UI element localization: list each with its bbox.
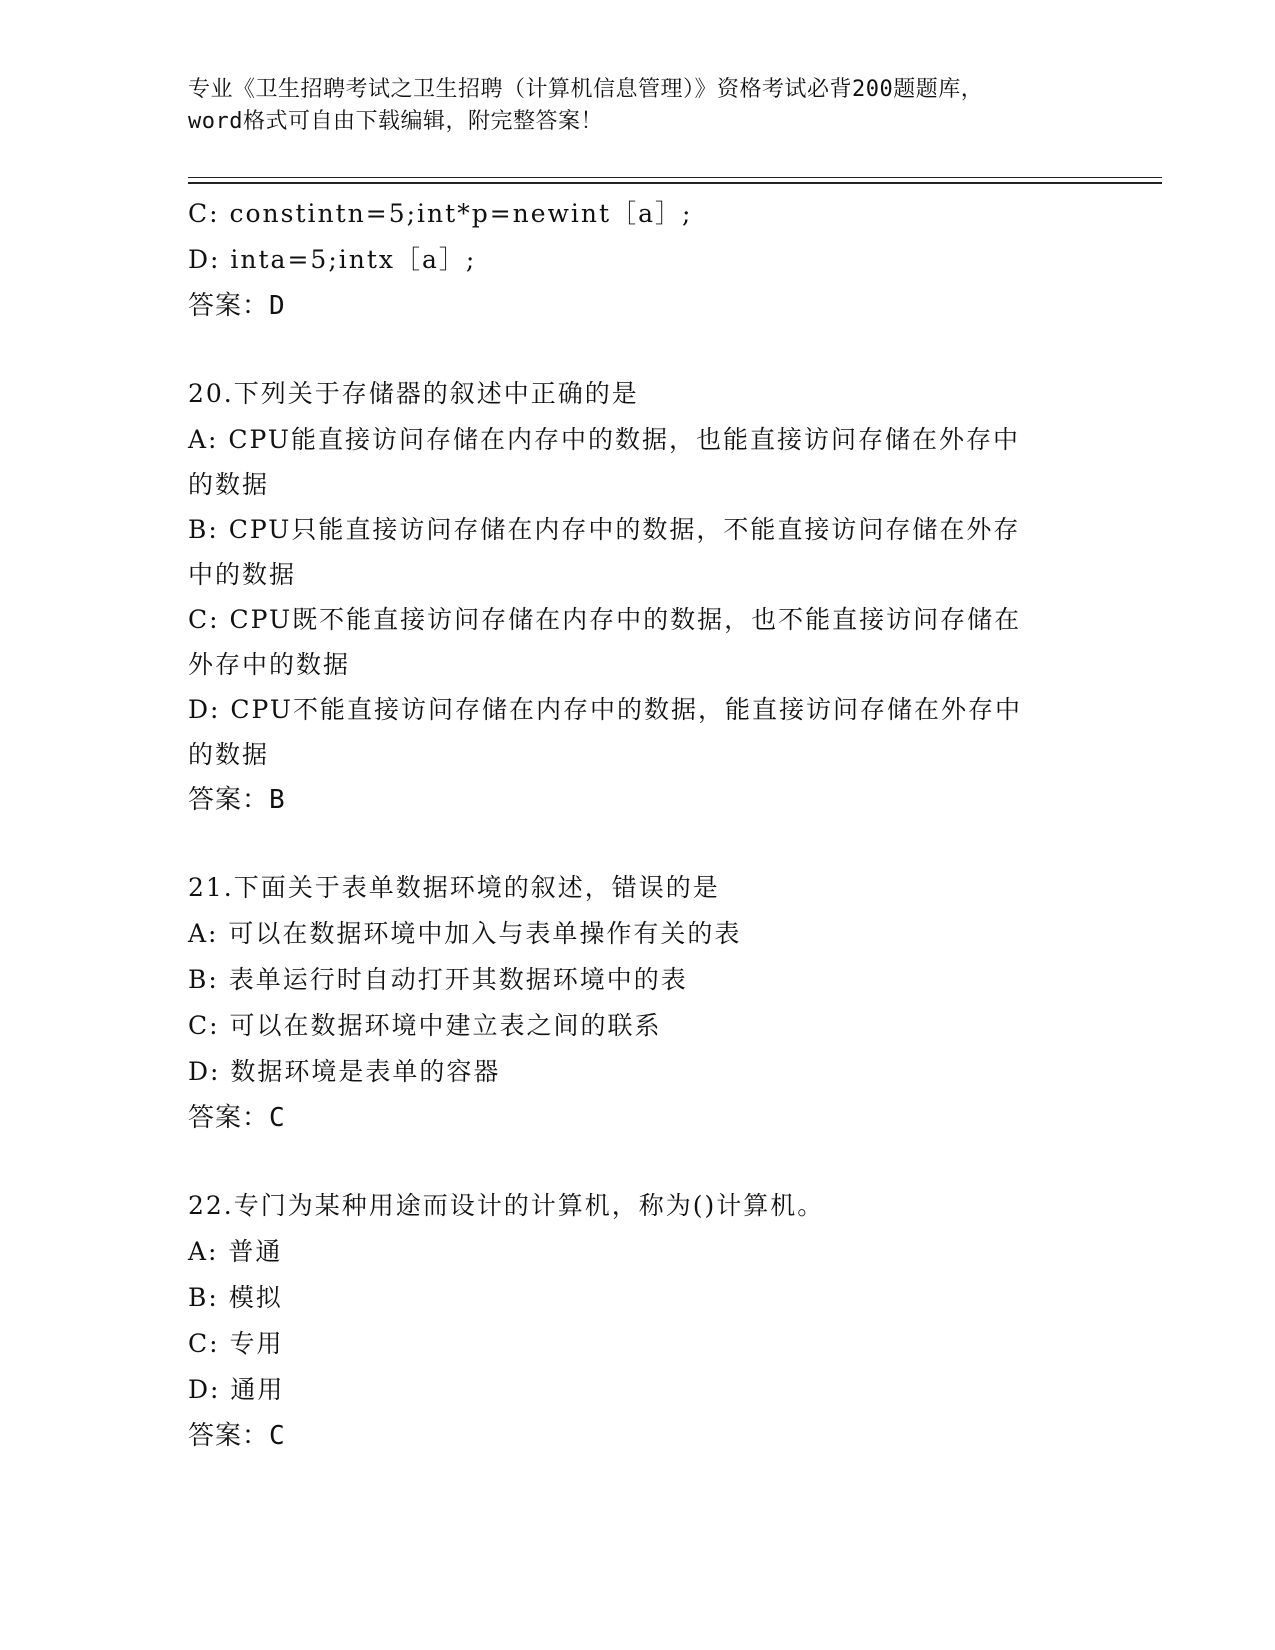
answer-line: 答案：C <box>188 1421 286 1451</box>
answer-line: 答案：D <box>188 291 286 321</box>
option-b: B: CPU只能直接访问存储在内存中的数据，不能直接访问存储在外存 <box>188 515 1021 544</box>
question-block-20 <box>188 371 1088 823</box>
option-c: C: 专用 <box>188 1329 284 1358</box>
option-c: C: constintn=5;int*p=newint［a］; <box>188 199 693 228</box>
answer-line: 答案：B <box>188 785 286 815</box>
option-d: D: 通用 <box>188 1375 285 1404</box>
option-a-continued: 的数据 <box>188 470 270 499</box>
option-a: A: CPU能直接访问存储在内存中的数据，也能直接访问存储在外存中 <box>188 425 1021 454</box>
option-d: D: inta=5;intx［a］; <box>188 245 477 274</box>
spacer <box>188 1141 1088 1183</box>
option-c-continued: 外存中的数据 <box>188 650 351 679</box>
option-c: C: 可以在数据环境中建立表之间的联系 <box>188 1011 662 1040</box>
question-block-22 <box>188 1183 1088 1459</box>
answer-line: 答案：C <box>188 1103 286 1133</box>
header-line-1: 专业《卫生招聘考试之卫生招聘（计算机信息管理）》资格考试必背200题题库， <box>188 77 984 102</box>
option-d: D: CPU不能直接访问存储在内存中的数据，能直接访问存储在外存中 <box>188 695 1022 724</box>
option-a: A: 可以在数据环境中加入与表单操作有关的表 <box>188 919 742 948</box>
document-header <box>188 74 1088 138</box>
option-b: B: 表单运行时自动打开其数据环境中的表 <box>188 965 688 994</box>
option-a: A: 普通 <box>188 1237 283 1266</box>
option-b-continued: 中的数据 <box>188 560 297 589</box>
header-line-2: word格式可自由下载编辑，附完整答案！ <box>188 109 603 134</box>
question-text: 22.专门为某种用途而设计的计算机，称为()计算机。 <box>188 1191 825 1220</box>
question-block-prev <box>188 191 1088 329</box>
option-c: C: CPU既不能直接访问存储在内存中的数据，也不能直接访问存储在 <box>188 605 1022 634</box>
spacer <box>188 329 1088 371</box>
header-divider-thin <box>188 177 1162 178</box>
option-d-continued: 的数据 <box>188 740 270 769</box>
spacer <box>188 823 1088 865</box>
header-divider-thick <box>188 182 1162 184</box>
question-block-21 <box>188 865 1088 1141</box>
question-text: 20.下列关于存储器的叙述中正确的是 <box>188 379 639 408</box>
question-text: 21.下面关于表单数据环境的叙述，错误的是 <box>188 873 720 902</box>
option-b: B: 模拟 <box>188 1283 283 1312</box>
option-d: D: 数据环境是表单的容器 <box>188 1057 501 1086</box>
document-body <box>188 191 1088 1459</box>
